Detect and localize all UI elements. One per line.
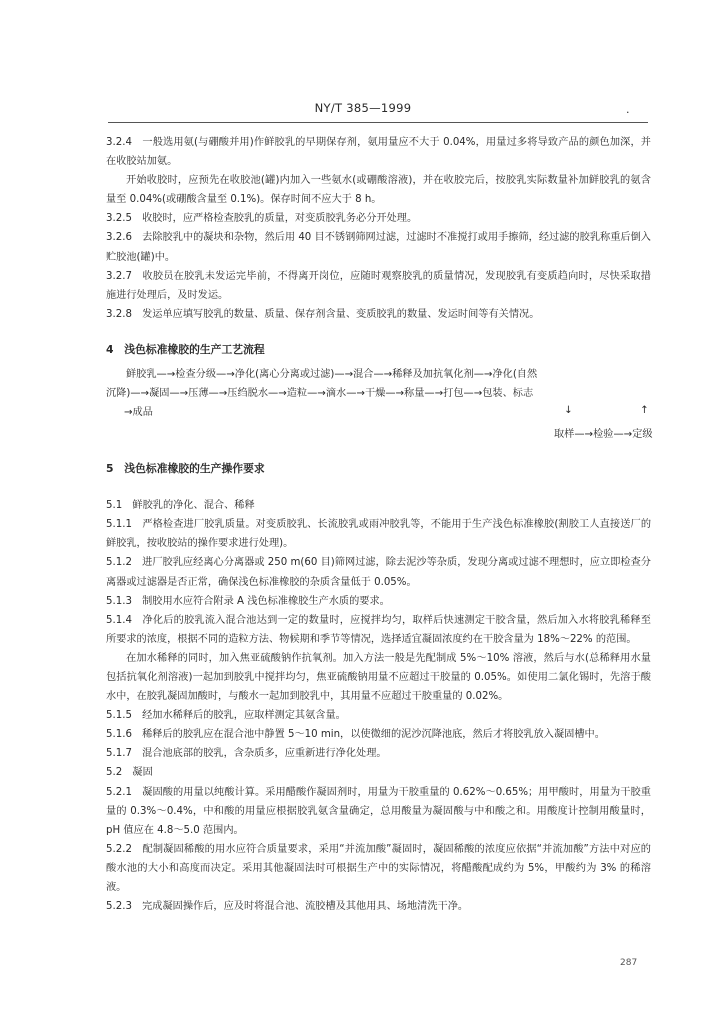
flow-line-4: 取样—→检验—→定级 [554,429,653,441]
clause-3-2-7: 3.2.7 收胶员在胶乳未发运完毕前，不得离开岗位，应随时观察胶乳的质量情况，发现胶乳有变质趋向时，尽快采取措施进行处理后，及时发运。 [106,270,651,301]
clause-3-2-5: 3.2.5 收胶时，应严格检查胶乳的质量，对变质胶乳务必分开处理。 [106,213,418,225]
section-5-title: 5 浅色标准橡胶的生产操作要求 [106,462,265,476]
flow-line-2: 沉降)—→凝固—→压薄—→压绉脱水—→造粒—→滴水—→干燥—→称量—→打包—→包装、标志 [106,388,534,400]
process-flow-diagram [106,365,651,451]
section-4-title: 4 浅色标准橡胶的生产工艺流程 [106,342,265,356]
clause-3-2-4: 3.2.4 一般选用氨(与硼酸并用)作鲜胶乳的早期保存剂，氨用量应不大于 0.04%，用量过多将导致产品的颜色加深，并在收胶站加氨。 [106,137,651,168]
clause-5-1-4: 5.1.4 净化后的胶乳流入混合池达到一定的数量时，应搅拌均匀，取样后快速测定干胶含量，然后加入水将胶乳稀释至所要求的浓度，根据不同的造粒方法、物候期和季节等情况，选择适宜凝固浓度约在干胶含量为 18%～22% 的范围。 [106,614,651,645]
clause-5-2-3: 5.2.3 完成凝固操作后，应及时将混合池、流胶槽及其他用具、场地清洗干净。 [106,901,469,913]
clause-5-1-2: 5.1.2 进厂胶乳应经离心分离器或 250 m(60 目)筛网过滤，除去泥沙等杂质，发现分离或过滤不理想时，应立即检查分离器或过滤器是否正常，确保浅色标准橡胶的杂质含量低于 0.05%。 [106,557,651,588]
flow-line-3: →成品 [124,407,153,419]
flow-down-arrow: ↓ [564,405,573,417]
clause-5-2-1: 5.2.1 凝固酸的用量以纯酸计算。采用醋酸作凝固剂时，用量为干胶重量的 0.62%～0.65%；用甲酸时，用量为干胶重量的 0.3%～0.4%，中和酸的用量应根据胶乳氨含量确定，总用酸量为凝固酸与中和酸之和。用酸度计控制用酸量时，pH 值应在 4.8～5.0 范围内。 [106,786,651,836]
clause-5-1: 5.1 鲜胶乳的净化、混合、稀释 [106,500,255,512]
flow-line-1: 鲜胶乳—→检查分级—→净化(离心分离或过滤)—→混合—→稀释及加抗氧化剂—→净化(自然 [126,369,538,381]
page-number: 287 [620,958,638,968]
flow-up-arrow: ↑ [640,405,649,417]
clause-5-1-6: 5.1.6 稀释后的胶乳应在混合池中静置 5～10 min，以使微细的泥沙沉降池底，然后才将胶乳放入凝固槽中。 [106,729,605,741]
body-content [106,133,651,916]
clause-5-2: 5.2 凝固 [106,767,153,779]
clause-5-1-5: 5.1.5 经加水稀释后的胶乳，应取样测定其氨含量。 [106,710,346,722]
paragraph-antioxidant: 在加水稀释的同时，加入焦亚硫酸钠作抗氧剂。加入方法一般是先配制成 5%～10% 溶液，然后与水(总稀释用水量包括抗氧化剂溶液)一起加到胶乳中搅拌均匀，焦亚硫酸钠用量不应超过干胶量的 0.05%。如使用二氯化锡时，先溶于酸水中，在胶乳凝固加酸时，与酸水一起加到胶乳中，其用量不应超过干胶重量的 0.02%。 [106,652,651,703]
clause-3-2-8: 3.2.8 发运单应填写胶乳的数量、质量、保存剂含量、变质胶乳的数量、发运时间等有关情况。 [106,308,540,320]
clause-5-2-2: 5.2.2 配制凝固稀酸的用水应符合质量要求，采用“并流加酸”凝固时，凝固稀酸的浓度应依据“并流加酸”方法中对应的酸水池的大小和高度而决定。采用其他凝固法时可根据生产中的实际情况，将醋酸配成约为 5%，甲酸约为 3% 的稀溶液。 [106,843,651,893]
clause-3-2-6: 3.2.6 去除胶乳中的凝块和杂物，然后用 40 目不锈钢筛网过滤，过滤时不准搅打或用手擦筛，经过滤的胶乳称重后倒入贮胶池(罐)中。 [106,232,651,263]
paragraph-collection-start: 开始收胶时，应预先在收胶池(罐)内加入一些氨水(或硼酸溶液)，并在收胶完后，按胶乳实际数量补加鲜胶乳的氨含量至 0.04%(或硼酸含量至 0.1%)。保存时间不应大于 8 h。 [106,175,651,206]
standard-code-header: NY/T 385—1999 [314,101,412,115]
clause-5-1-7: 5.1.7 混合池底部的胶乳，含杂质多，应重新进行净化处理。 [106,748,387,760]
clause-5-1-1: 5.1.1 严格检查进厂胶乳质量。对变质胶乳、长流胶乳或雨冲胶乳等，不能用于生产浅色标准橡胶(割胶工人直接送厂的鲜胶乳，按收胶站的操作要求进行处理)。 [106,519,651,550]
header-rule [108,122,648,123]
header-dot: . [626,103,630,116]
clause-5-1-3: 5.1.3 制胶用水应符合附录 A 浅色标准橡胶生产水质的要求。 [106,595,390,607]
